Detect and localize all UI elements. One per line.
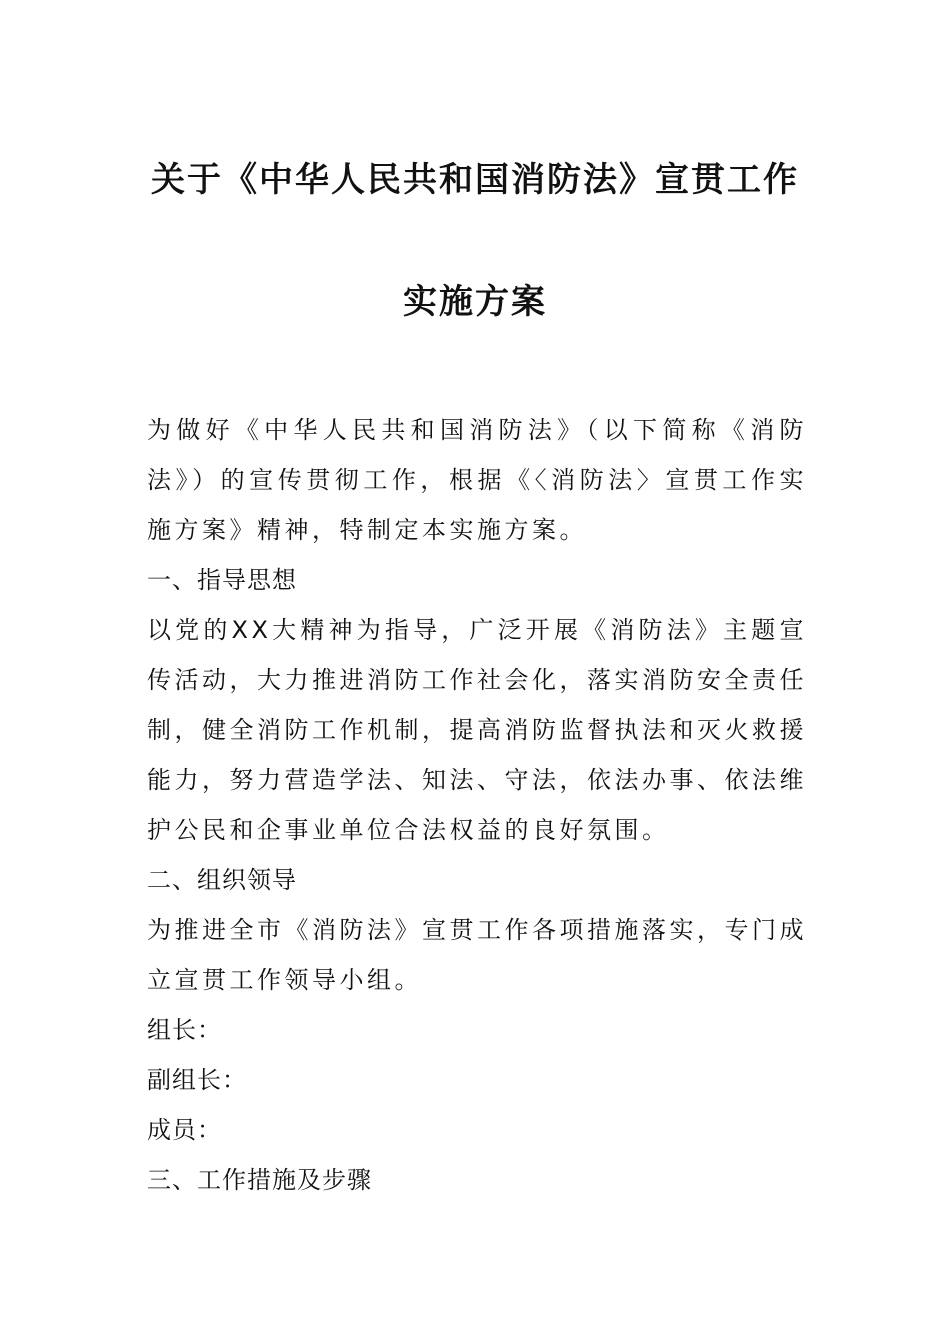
members-label: 成员： [147,1116,222,1144]
deputy-leader-label: 副组长： [147,1066,247,1094]
section-3-heading: 三、工作措施及步骤 [147,1166,372,1194]
section-2-paragraph: 为推进全市《消防法》宣贯工作各项措施落实，专门成立宣贯工作领导小组。 [147,916,807,994]
document-title-line-2: 实施方案 [403,282,547,322]
leader-label: 组长： [147,1016,222,1044]
intro-paragraph: 为做好《中华人民共和国消防法》（以下简称《消防法》）的宣传贯彻工作，根据《〈消防法〉宣贯工作实施方案》精神，特制定本实施方案。 [147,416,807,544]
section-1-heading: 一、指导思想 [147,566,297,594]
section-1-paragraph: 以党的XX大精神为指导，广泛开展《消防法》主题宣传活动，大力推进消防工作社会化，落实消防安全责任制，健全消防工作机制，提高消防监督执法和灭火救援能力，努力营造学法、知法、守法，依法办事、依法维护公民和企事业单位合法权益的良好氛围。 [147,616,807,844]
document-title-line-1: 关于《中华人民共和国消防法》宣贯工作 [151,160,799,200]
section-2-heading: 二、组织领导 [147,866,297,894]
document-body [147,405,807,1205]
